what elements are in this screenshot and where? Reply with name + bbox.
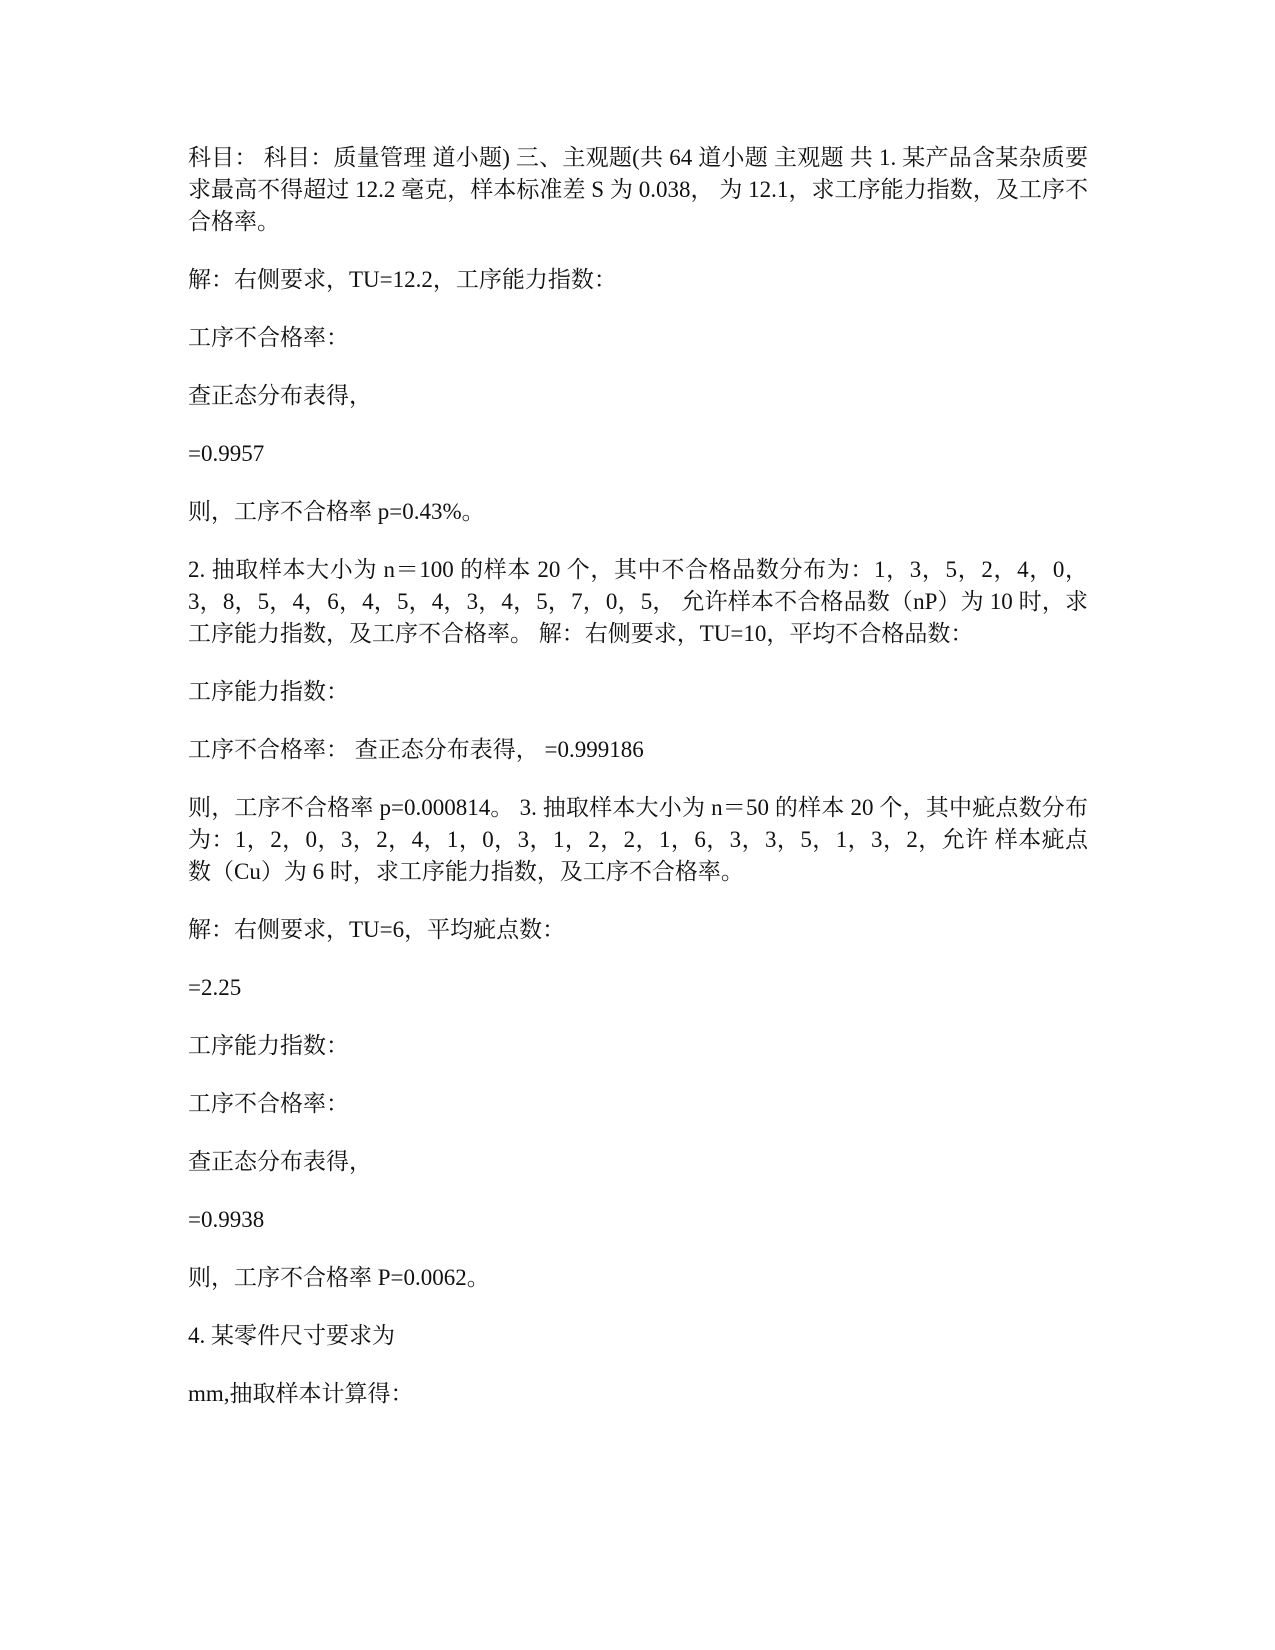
paragraph-sample-calc: mm,抽取样本计算得： [188, 1381, 414, 1406]
paragraph-value: =0.9957 [188, 441, 265, 466]
paragraph-solution-3-intro: 解：右侧要求，TU=6，平均疵点数： [188, 917, 566, 942]
paragraph-normal-table-2: 查正态分布表得， [188, 1149, 372, 1174]
paragraph-value-2: =0.9938 [188, 1207, 265, 1232]
paragraph-result-2-question-3: 则，工序不合格率 p=0.000814。 3. 抽取样本大小为 n＝50 的样本 20 个，其中疵点数分布为：1，2，0，3，2，4，1，0，3，1，2，2，1，6，3，3，5，1，3，2，允许 样本疵点数（Cu）为 6 时，求工序能力指数，及工序不合格率。 [188, 795, 1088, 884]
paragraph-normal-table: 查正态分布表得， [188, 383, 372, 408]
document-body [188, 142, 1088, 1410]
paragraph-question-1: 科目： 科目：质量管理 道小题) 三、主观题(共 64 道小题 主观题 共 1. 某产品含某杂质要求最高不得超过 12.2 毫克，样本标准差 S 为 0.038， 为 12.1，求工序能力指数，及工序不合格率。 [188, 145, 1088, 234]
paragraph-question-2: 2. 抽取样本大小为 n＝100 的样本 20 个，其中不合格品数分布为：1，3，5，2，4，0，3，8，5，4，6，4，5，4，3，4，5，7，0，5， 允许样本不合格品数（nP）为 10 时，求工序能力指数，及工序不合格率。 解：右侧要求，TU=10，平均不合格品数： [188, 557, 1089, 646]
paragraph-result-1: 则，工序不合格率 p=0.43%。 [188, 499, 485, 524]
paragraph-question-4: 4. 某零件尺寸要求为 [188, 1323, 395, 1348]
paragraph-solution-1-intro: 解：右侧要求，TU=12.2，工序能力指数： [188, 267, 617, 292]
paragraph-result-3: 则，工序不合格率 P=0.0062。 [188, 1265, 490, 1290]
paragraph-average-value: =2.25 [188, 975, 242, 1000]
paragraph-defect-rate-lookup: 工序不合格率： 查正态分布表得， =0.999186 [188, 737, 644, 762]
paragraph-defect-rate-label: 工序不合格率： [188, 325, 349, 350]
paragraph-process-capability-label-2: 工序能力指数： [188, 1033, 349, 1058]
paragraph-defect-rate-label-2: 工序不合格率： [188, 1091, 349, 1116]
paragraph-process-capability-label: 工序能力指数： [188, 679, 349, 704]
